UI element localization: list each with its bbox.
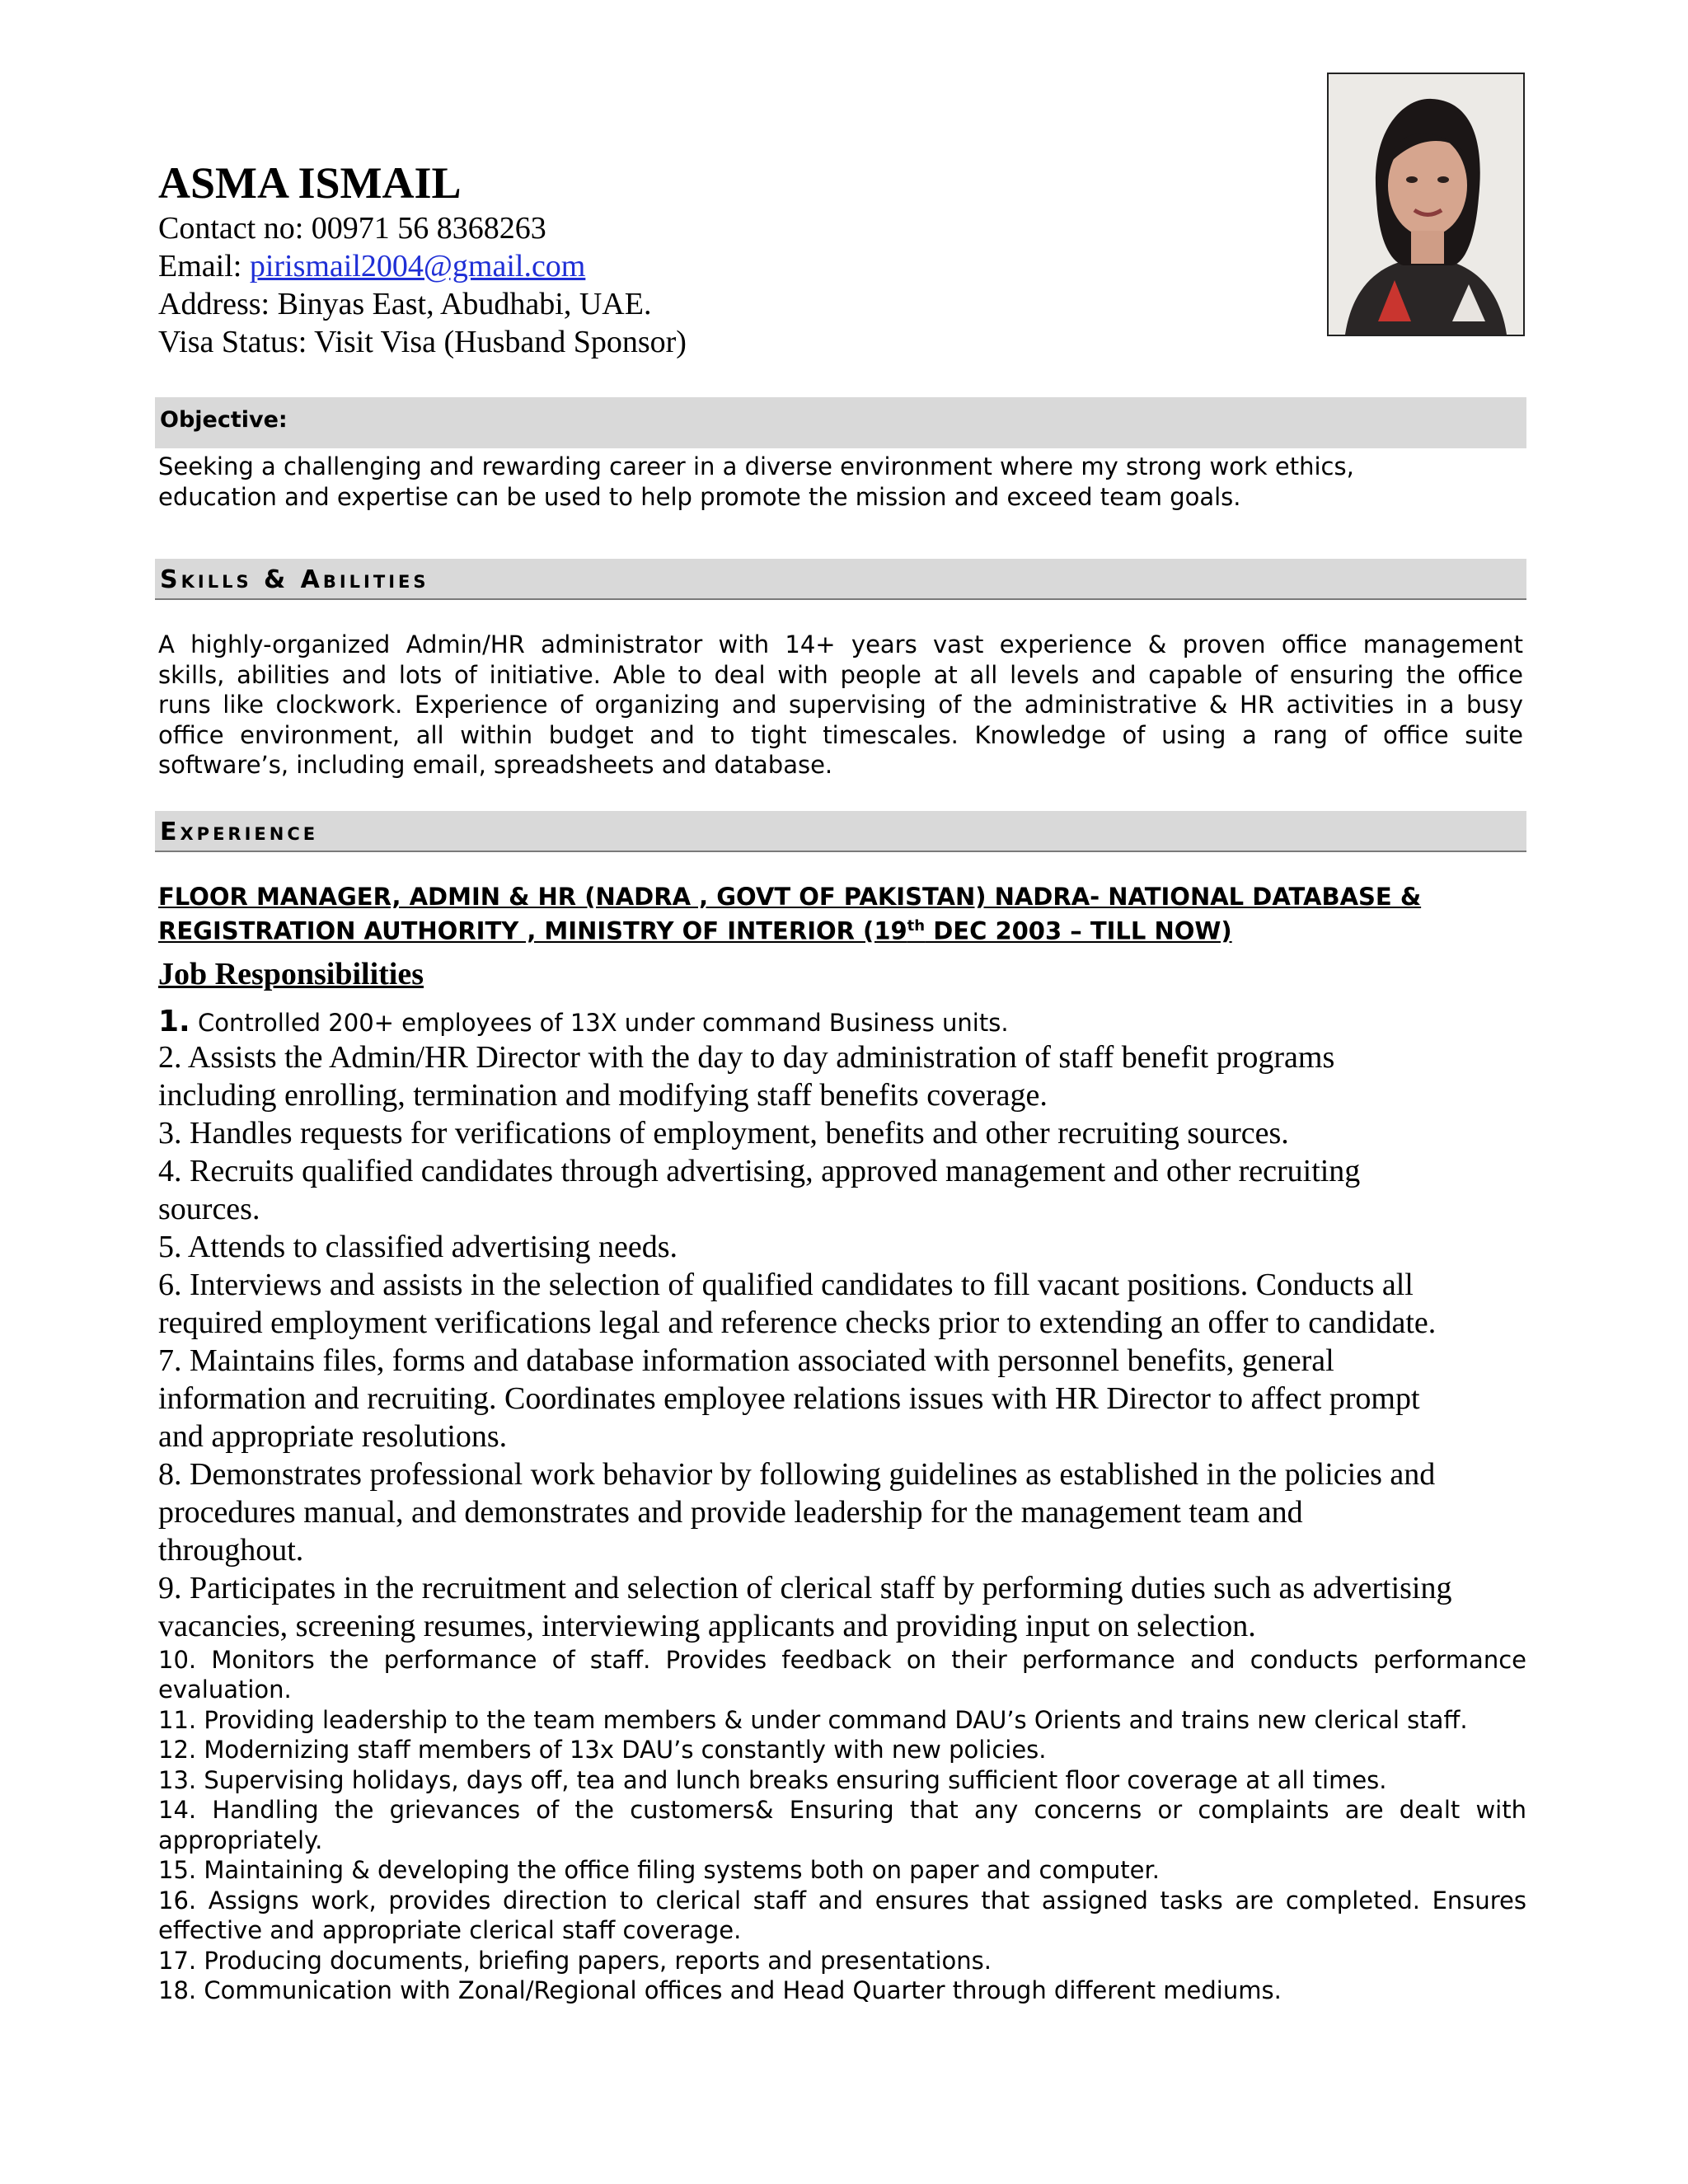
job-responsibilities-heading: Job Responsibilities — [158, 957, 424, 991]
list-item: 7. Maintains files, forms and database information associated with personnel benefits, general information and recruiting. Coordinates employee relations issues with HR Director to affect prompt and appropriate resolutions. — [158, 1343, 1420, 1454]
objective-heading-bar — [155, 397, 1526, 448]
list-item: 4. Recruits qualified candidates through advertising, approved management and other recruiting sources. — [158, 1153, 1361, 1226]
list-item: 6. Interviews and assists in the selection of qualified candidates to fill vacant positions. Conducts all required employment verifications legal and reference checks prior to extending an offer to candidate. — [158, 1267, 1437, 1340]
person-portrait-icon — [1329, 74, 1523, 335]
responsibilities-list — [158, 1007, 1526, 2006]
list-item: 17. Producing documents, briefing papers, reports and presentations. — [158, 1946, 992, 1975]
contact-header — [158, 157, 1312, 361]
profile-photo — [1327, 73, 1525, 336]
list-item: 15. Maintaining & developing the office filing systems both on paper and computer. — [158, 1856, 1160, 1884]
list-item: 8. Demonstrates professional work behavior by following guidelines as established in the policies and procedures manual, and demonstrates and provide leadership for the management team and throughout. — [158, 1456, 1436, 1568]
list-item: 14. Handling the grievances of the customers& Ensuring that any concerns or complaints are dealt with appropriately. — [158, 1796, 1526, 1854]
email-link[interactable]: pirismail2004@gmail.com — [249, 249, 586, 284]
list-item: 12. Modernizing staff members of 13x DAU’s constantly with new policies. — [158, 1736, 1047, 1764]
list-item: 9. Participates in the recruitment and selection of clerical staff by performing duties such as advertising vacancies, screening resumes, interviewing applicants and providing input on selection. — [158, 1570, 1452, 1643]
list-item: 11. Providing leadership to the team members & under command DAU’s Orients and trains new clerical staff. — [158, 1705, 1468, 1734]
candidate-name: ASMA ISMAIL — [158, 158, 462, 208]
list-item: 16. Assigns work, provides direction to clerical staff and ensures that assigned tasks are completed. Ensures effective and appropriate clerical staff coverage. — [158, 1886, 1526, 1944]
list-item: 10. Monitors the performance of staff. Provides feedback on their performance and conducts performance evaluation. — [158, 1645, 1526, 1704]
list-item: 3. Handles requests for verifications of employment, benefits and other recruiting sources. — [158, 1115, 1289, 1151]
skills-text: A highly-organized Admin/HR administrator with 14+ years vast experience & proven office management skills, abilities and lots of initiative. Able to deal with people at all levels and capable of ensuring the office runs like clockwork. Experience of organizing and supervising of the administrative & HR activities in a busy office environment, all within budget and to tight timescales. Knowledge of using a rang of office suite software’s, including email, spreadsheets and database. — [158, 630, 1523, 779]
list-item: 2. Assists the Admin/HR Director with the day to day administration of staff benefit programs including enrolling, termination and modifying staff benefits coverage. — [158, 1039, 1335, 1113]
list-item: 18. Communication with Zonal/Regional offices and Head Quarter through different mediums. — [158, 1976, 1282, 2004]
list-item: 13. Supervising holidays, days off, tea and lunch breaks ensuring sufficient floor coverage at all times. — [158, 1765, 1387, 1794]
visa-status-line: Visa Status: Visit Visa (Husband Sponsor) — [158, 325, 687, 359]
objective-text: Seeking a challenging and rewarding career in a diverse environment where my strong work ethics, education and expertise can be used to help promote the mission and exceed team goals. — [158, 452, 1354, 511]
address-line: Address: Binyas East, Abudhabi, UAE. — [158, 287, 652, 321]
email-line: Email: pirismail2004@gmail.com — [158, 249, 586, 284]
experience-heading: Experience — [160, 818, 319, 846]
contact-number: Contact no: 00971 56 8368263 — [158, 211, 546, 246]
list-item: 5. Attends to classified advertising needs. — [158, 1229, 678, 1264]
job-title: FLOOR MANAGER, ADMIN & HR (NADRA , GOVT OF PAKISTAN) NADRA- NATIONAL DATABASE & REGISTRATION AUTHORITY , MINISTRY OF INTERIOR (19th DEC 2003 – TILL NOW) — [158, 883, 1422, 945]
skills-heading: Skills & Abilities — [160, 565, 429, 594]
experience-heading-bar — [155, 811, 1526, 852]
objective-heading: Objective: — [160, 407, 288, 433]
skills-heading-bar — [155, 559, 1526, 600]
list-item: 1. Controlled 200+ employees of 13X under command Business units. — [158, 1005, 1009, 1038]
